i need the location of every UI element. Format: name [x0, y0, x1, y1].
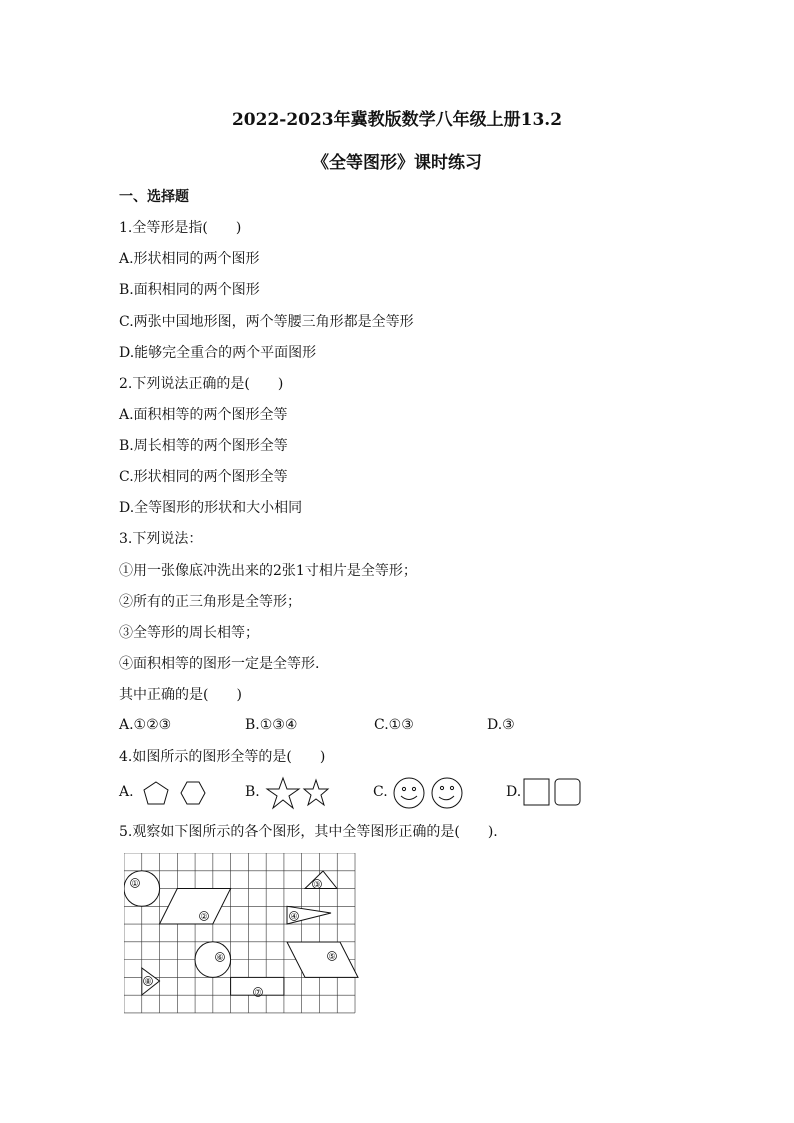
q3-statement-1: ①用一张像底冲洗出来的2张1寸相片是全等形；: [119, 563, 417, 579]
title-line-1: 2022-2023年冀教版数学八年级上册13.2: [231, 110, 563, 130]
q4-stem: 4.如图所示的图形全等的是( ): [119, 749, 326, 765]
q3-statement-2: ②所有的正三角形是全等形；: [119, 594, 301, 610]
q4-shape-options: [119, 776, 619, 810]
q3-option-b: B.①③④: [245, 717, 298, 733]
q1-stem: 1.全等形是指( ): [119, 220, 242, 236]
q2-option-d: D.全等图形的形状和大小相同: [119, 500, 303, 516]
q5-stem: 5.观察如下图所示的各个图形，其中全等图形正确的是( ).: [119, 824, 498, 840]
q1-option-c: C.两张中国地形图，两个等腰三角形都是全等形: [119, 314, 414, 330]
q3-ask: 其中正确的是( ): [119, 687, 242, 703]
title-line-2: 《全等图形》课时练习: [312, 153, 482, 173]
section-heading: 一、选择题: [119, 189, 189, 205]
pentagon-hexagon-figure: [141, 776, 207, 810]
q1-option-d: D.能够完全重合的两个平面图形: [119, 345, 317, 361]
shape-label-3: ③: [313, 880, 321, 889]
shape-label-6: ⑥: [216, 953, 224, 962]
q4-option-a-label: A.: [119, 784, 134, 800]
q4-option-c-label: C.: [373, 784, 388, 800]
smiley-faces-figure: [391, 776, 471, 810]
shape-label-5: ⑤: [328, 952, 336, 961]
q4-option-d-label: D.: [506, 784, 522, 800]
q3-stem: 3.下列说法：: [119, 531, 203, 547]
q4-option-b-label: B.: [245, 784, 260, 800]
shape-label-8: ⑧: [144, 977, 152, 986]
squares-figure: [522, 776, 584, 810]
q3-statement-3: ③全等形的周长相等；: [119, 625, 259, 641]
q3-option-c: C.①③: [374, 717, 414, 733]
shape-label-4: ④: [290, 912, 298, 921]
q1-option-a: A.形状相同的两个图形: [119, 251, 260, 267]
q2-stem: 2.下列说法正确的是( ): [119, 376, 284, 392]
shape-label-7: ⑦: [254, 988, 262, 997]
q3-statement-4: ④面积相等的图形一定是全等形.: [119, 656, 320, 672]
q1-option-b: B.面积相同的两个图形: [119, 282, 260, 298]
shape-label-2: ②: [200, 912, 208, 921]
shape-label-1: ①: [131, 879, 139, 888]
q2-option-c: C.形状相同的两个图形全等: [119, 469, 288, 485]
q3-option-d: D.③: [487, 717, 515, 733]
q2-option-b: B.周长相等的两个图形全等: [119, 438, 288, 454]
stars-figure: [264, 776, 336, 810]
q3-option-a: A.①②③: [119, 717, 172, 733]
q2-option-a: A.面积相等的两个图形全等: [119, 407, 288, 423]
grid-shapes-figure: [124, 853, 361, 1020]
